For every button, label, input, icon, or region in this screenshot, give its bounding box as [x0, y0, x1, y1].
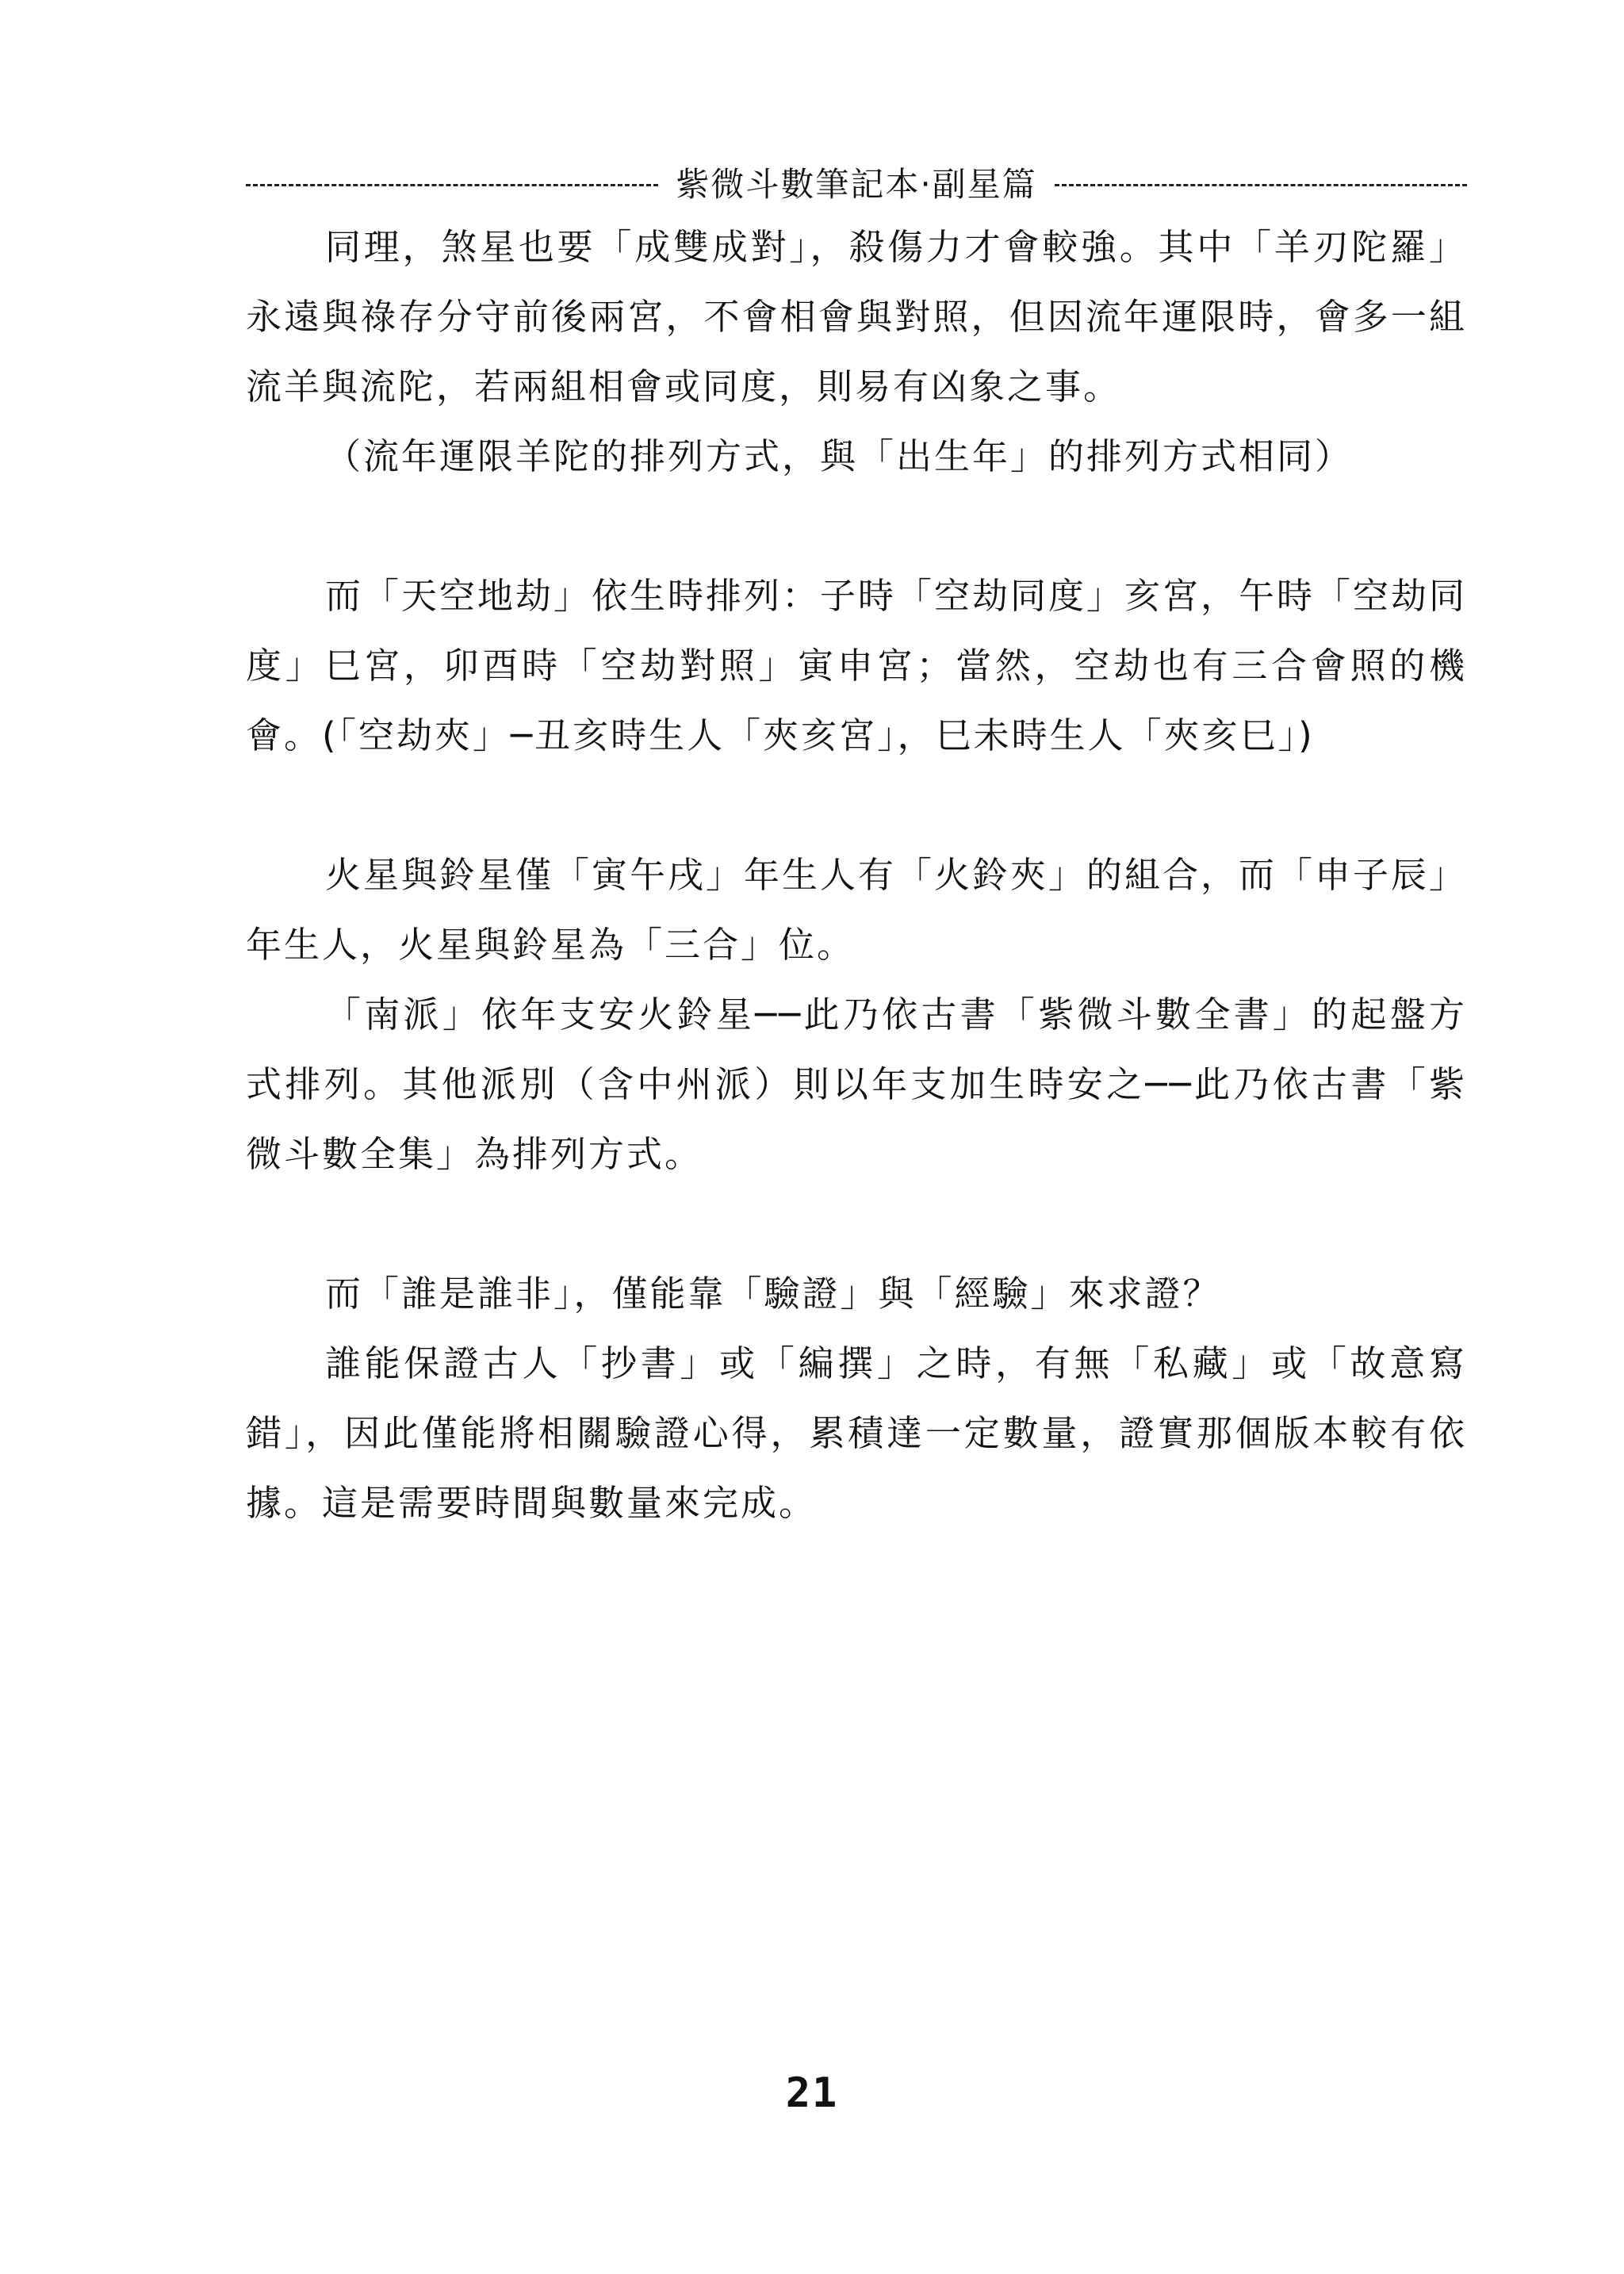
paragraph-spacer	[246, 771, 1467, 840]
paragraph-2: （流年運限羊陀的排列方式，與「出生年」的排列方式相同）	[325, 435, 1354, 477]
header-title: 紫微斗數筆記本‧副星篇	[676, 165, 1037, 204]
paragraph-4: 火星與鈴星僅「寅午戌」年生人有「火鈴夾」的組合，而「申子辰」年生人，火星與鈴星為「三合」位。	[246, 854, 1468, 966]
header-dashed-rule-left	[246, 184, 658, 186]
paragraph-5: 「南派」依年支安火鈴星──此乃依古書「紫微斗數全書」的起盤方式排列。其他派別（含中州派）則以年支加生時安之──此乃依古書「紫微斗數全集」為排列方式。	[246, 993, 1467, 1175]
page-number: 21	[785, 2069, 839, 2117]
paragraph-1: 同理，煞星也要「成雙成對」，殺傷力才會較強。其中「羊刃陀羅」永遠與祿存分守前後兩宮，不會相會與對照，但因流年運限時，會多一組流羊與流陀，若兩組相會或同度，則易有凶象之事。	[246, 226, 1467, 408]
header-dashed-rule-right	[1055, 184, 1467, 186]
body-text	[246, 212, 1467, 1538]
running-header	[246, 159, 1467, 206]
paragraph-3: 而「天空地劫」依生時排列：子時「空劫同度」亥宮，午時「空劫同度」巳宮，卯酉時「空劫對照」寅申宮；當然，空劫也有三合會照的機會。(「空劫夾」─丑亥時生人「夾亥宮」，巳未時生人「夾亥巳」)	[246, 575, 1468, 756]
paragraph-spacer	[246, 492, 1467, 561]
paragraph-7: 誰能保證古人「抄書」或「編撰」之時，有無「私藏」或「故意寫錯」，因此僅能將相關驗證心得，累積達一定數量，證實那個版本較有依據。這是需要時間與數量來完成。	[246, 1342, 1467, 1524]
paragraph-spacer	[246, 1189, 1467, 1259]
paragraph-6: 而「誰是誰非」，僅能靠「驗證」與「經驗」來求證？	[325, 1273, 1221, 1315]
